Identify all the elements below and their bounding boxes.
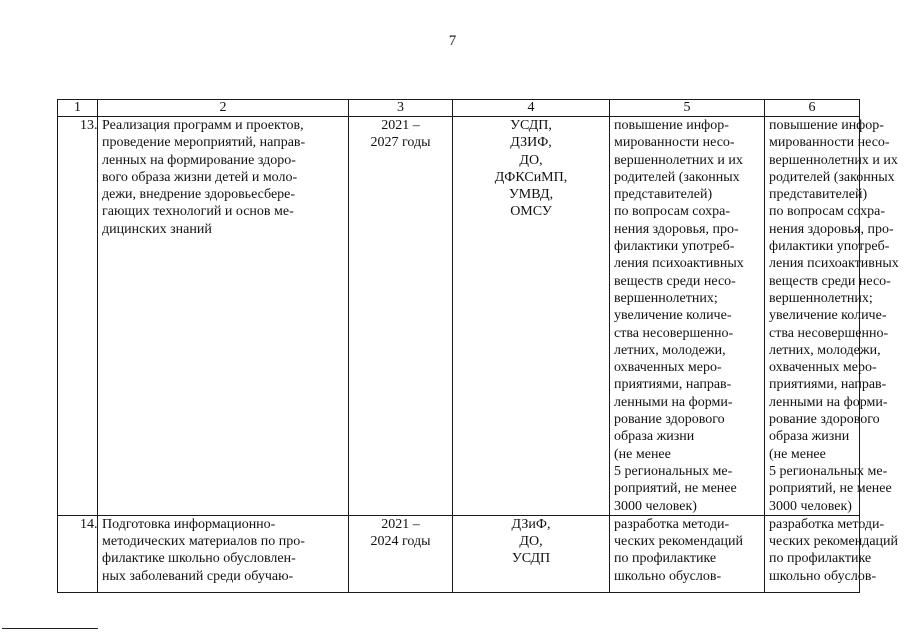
cell-line: мированности несо-: [614, 135, 735, 151]
cell-line: рование здорового: [769, 412, 880, 428]
cell-line: вершеннолетних;: [769, 290, 873, 306]
header-cell: 4: [453, 100, 610, 117]
cell-line: Подготовка информационно-: [102, 516, 276, 532]
cell-line: дежи, внедрение здоровьесбере-: [102, 187, 296, 203]
cell-line: веществ среди несо-: [769, 273, 891, 289]
cell-line: ческих рекомендаций: [769, 534, 899, 550]
cell-line: разработка методи-: [769, 516, 885, 532]
cell-line: филактики употреб-: [614, 239, 735, 255]
cell-line: 5 региональных ме-: [614, 463, 733, 479]
cell-line: 2021 –: [381, 118, 420, 133]
cell-line: приятиями, направ-: [614, 377, 732, 393]
result-cell-col5: [610, 117, 765, 516]
cell-line: приятиями, направ-: [769, 377, 887, 393]
table-row: [58, 515, 860, 592]
cell-line: ДЗИФ,: [510, 135, 552, 151]
cell-line: методических материалов по про-: [102, 534, 305, 550]
cell-line: ОМСУ: [510, 204, 552, 220]
event-cell: [98, 117, 349, 516]
cell-line: ДО,: [519, 152, 543, 168]
cell-line: вершеннолетних и их: [769, 152, 898, 168]
page-number: 7: [448, 33, 457, 49]
cell-line: Реализация программ и проектов,: [102, 118, 304, 133]
cell-line: 3000 человек): [769, 498, 852, 514]
cell-line: филактики употреб-: [769, 239, 890, 255]
cell-line: дицинских знаний: [102, 221, 212, 237]
cell-line: представителей): [614, 187, 713, 203]
cell-line: образа жизни: [614, 429, 695, 445]
cell-line: (не менее: [769, 446, 826, 462]
cell-line: УМВД,: [508, 187, 554, 203]
cell-line: увеличение количе-: [769, 308, 887, 324]
cell-line: 3000 человек): [614, 498, 697, 514]
cell-line: ленных на формирование здоро-: [102, 152, 296, 168]
cell-line: по вопросам сохра-: [614, 204, 731, 220]
table-row: [58, 117, 860, 516]
header-cell: 3: [349, 100, 453, 117]
cell-line: проведение мероприятий, направ-: [102, 135, 306, 151]
cell-line: филактике школьно обусловлен-: [102, 551, 296, 567]
cell-line: ления психоактивных: [614, 256, 744, 272]
period-cell: [349, 515, 453, 592]
cell-line: вершеннолетних и их: [614, 152, 743, 168]
cell-line: ДФКСиМП,: [494, 169, 568, 185]
cell-line: УСДП: [511, 551, 551, 567]
cell-line: ленными на форми-: [614, 394, 733, 410]
cell-line: ных заболеваний среди обучаю-: [102, 568, 294, 584]
row-number-cell: 14.: [58, 515, 98, 592]
cell-line: образа жизни: [769, 429, 850, 445]
cell-line: ленными на форми-: [769, 394, 888, 410]
cell-line: увеличение количе-: [614, 308, 732, 324]
header-cell: 6: [765, 100, 860, 117]
cell-line: нения здоровья, про-: [769, 221, 894, 237]
result-cell-col6: [765, 117, 899, 516]
header-cell: 2: [98, 100, 349, 117]
cell-line: ления психоактивных: [769, 256, 899, 272]
cell-line: разработка методи-: [614, 516, 730, 532]
cell-line: охваченных меро-: [769, 360, 877, 376]
period-cell: [349, 117, 453, 516]
cell-line: родителей (законных: [614, 169, 740, 185]
header-cell: 5: [610, 100, 765, 117]
cell-line: рование здорового: [614, 412, 725, 428]
cell-line: 2027 годы: [370, 135, 431, 151]
cell-line: повышение инфор-: [614, 118, 729, 133]
cell-line: веществ среди несо-: [614, 273, 736, 289]
cell-line: ДО,: [519, 534, 543, 550]
cell-line: летних, молодежи,: [614, 342, 726, 358]
footnote-separator: [2, 628, 98, 629]
cell-line: гающих технологий и основ ме-: [102, 204, 294, 220]
cell-line: роприятий, не менее: [614, 481, 737, 497]
cell-line: нения здоровья, про-: [614, 221, 739, 237]
cell-line: родителей (законных: [769, 169, 895, 185]
result-cell-col5: [610, 515, 765, 592]
result-cell-col6: [765, 515, 899, 592]
measures-table: [57, 99, 899, 593]
cell-line: по вопросам сохра-: [769, 204, 886, 220]
cell-line: ческих рекомендаций: [614, 534, 744, 550]
cell-line: 2021 –: [381, 516, 420, 532]
cell-line: 5 региональных ме-: [769, 463, 888, 479]
cell-line: УСДП,: [510, 118, 552, 133]
table-header-row: [58, 100, 860, 117]
cell-line: (не менее: [614, 446, 671, 462]
cell-line: ства несовершенно-: [769, 325, 889, 341]
cell-line: вого образа жизни детей и моло-: [102, 169, 298, 185]
row-number-cell: 13.: [58, 117, 98, 516]
executors-cell: [453, 515, 610, 592]
cell-line: охваченных меро-: [614, 360, 722, 376]
cell-line: ДЗиФ,: [511, 516, 551, 532]
cell-line: школьно обуслов-: [769, 568, 877, 584]
cell-line: мированности несо-: [769, 135, 890, 151]
cell-line: по профилактике: [614, 551, 717, 567]
cell-line: вершеннолетних;: [614, 290, 718, 306]
cell-line: школьно обуслов-: [614, 568, 722, 584]
executors-cell: [453, 117, 610, 516]
cell-line: представителей): [769, 187, 868, 203]
cell-line: роприятий, не менее: [769, 481, 892, 497]
cell-line: 2024 годы: [370, 534, 431, 550]
event-cell: [98, 515, 349, 592]
cell-line: летних, молодежи,: [769, 342, 881, 358]
cell-line: ства несовершенно-: [614, 325, 734, 341]
header-cell: 1: [58, 100, 98, 117]
cell-line: по профилактике: [769, 551, 872, 567]
cell-line: повышение инфор-: [769, 118, 884, 133]
